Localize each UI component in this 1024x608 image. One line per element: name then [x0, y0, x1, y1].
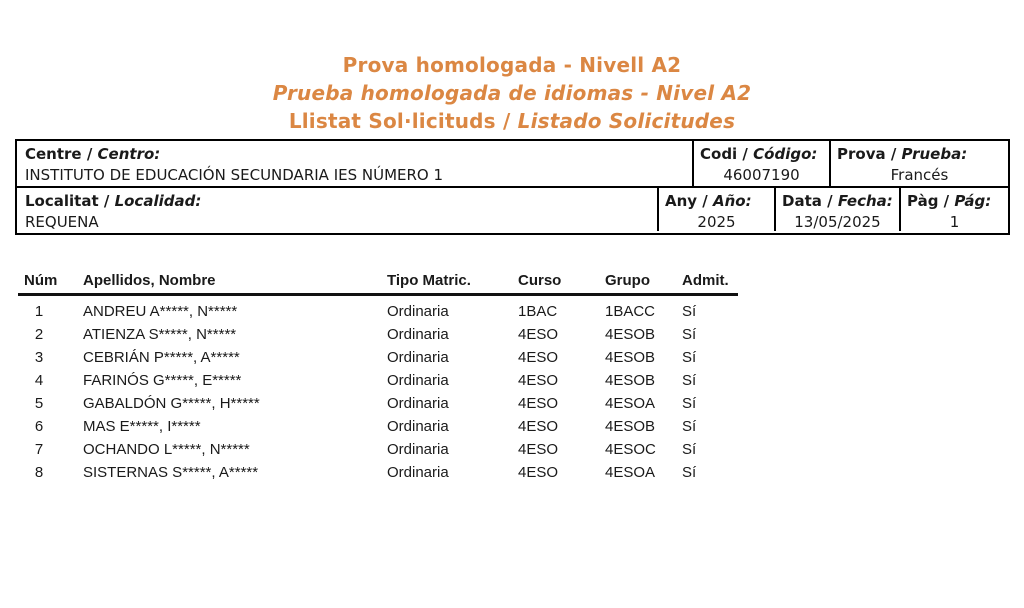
table-body: [18, 300, 738, 484]
data-label: Data / Fecha:: [782, 192, 893, 210]
table-row: [18, 300, 738, 323]
cell-num: 8: [34, 464, 44, 481]
table-row: [18, 346, 738, 369]
centre-cell: [17, 141, 692, 186]
cell-admit: Sí: [682, 418, 697, 435]
table-row: [18, 461, 738, 484]
cell-name: SISTERNAS S*****, A*****: [83, 464, 259, 481]
cell-admit: Sí: [682, 303, 697, 320]
cell-num: 3: [34, 349, 44, 366]
title-separator: /: [495, 109, 518, 133]
cell-grupo: 4ESOB: [605, 349, 656, 366]
cell-num: 2: [34, 326, 44, 343]
cell-curso: 4ESO: [518, 441, 559, 458]
localitat-cell: [17, 188, 657, 231]
table-row: [18, 438, 738, 461]
any-cell: [657, 188, 774, 231]
cell-num: 7: [34, 441, 44, 458]
cell-curso: 1BAC: [518, 303, 558, 320]
title-line-3: [0, 107, 1024, 135]
data-value: 13/05/2025: [794, 213, 881, 231]
title-block: [0, 51, 1024, 135]
table-row: [18, 415, 738, 438]
col-header-admit: Admit.: [682, 272, 729, 289]
cell-admit: Sí: [682, 395, 697, 412]
cell-admit: Sí: [682, 326, 697, 343]
table-row: [18, 392, 738, 415]
title-line-1: Prova homologada - Nivell A2: [342, 53, 682, 77]
cell-grupo: 4ESOB: [605, 372, 656, 389]
table-header-row: [18, 270, 738, 296]
prova-cell: [829, 141, 1008, 186]
cell-name: ATIENZA S*****, N*****: [83, 326, 237, 343]
col-header-name: Apellidos, Nombre: [83, 272, 216, 289]
cell-curso: 4ESO: [518, 326, 559, 343]
info-row-bottom: [17, 186, 1008, 231]
applicants-table: [18, 270, 738, 484]
cell-num: 4: [34, 372, 44, 389]
cell-tipo: Ordinaria: [387, 372, 449, 389]
title-line-3-catalan: Llistat Sol·licituds: [288, 109, 496, 133]
cell-name: CEBRIÁN P*****, A*****: [83, 349, 240, 366]
pag-value: 1: [949, 213, 960, 231]
info-row-top: [17, 141, 1008, 186]
cell-admit: Sí: [682, 349, 697, 366]
col-header-tipo: Tipo Matric.: [387, 272, 471, 289]
cell-name: FARINÓS G*****, E*****: [83, 372, 242, 389]
cell-grupo: 4ESOA: [605, 464, 656, 481]
cell-tipo: Ordinaria: [387, 395, 449, 412]
cell-grupo: 4ESOB: [605, 418, 656, 435]
any-label: Any / Año:: [665, 192, 752, 210]
any-value: 2025: [697, 213, 736, 231]
cell-curso: 4ESO: [518, 464, 559, 481]
prova-value: Francés: [890, 166, 949, 184]
centre-label: Centre / Centro:: [25, 145, 161, 163]
centre-value: INSTITUTO DE EDUCACIÓN SECUNDARIA IES NÚMERO 1: [25, 166, 444, 184]
pag-label: Pàg / Pág:: [907, 192, 992, 210]
cell-grupo: 4ESOB: [605, 326, 656, 343]
cell-admit: Sí: [682, 372, 697, 389]
codi-label: Codi / Código:: [700, 145, 818, 163]
table-row: [18, 323, 738, 346]
cell-name: OCHANDO L*****, N*****: [83, 441, 250, 458]
col-header-grupo: Grupo: [605, 272, 650, 289]
title-line-3-spanish: Listado Solicitudes: [517, 109, 736, 133]
table-row: [18, 369, 738, 392]
data-cell: [774, 188, 899, 231]
title-line-2: Prueba homologada de idiomas - Nivel A2: [272, 81, 752, 105]
cell-name: ANDREU A*****, N*****: [83, 303, 238, 320]
localitat-value: REQUENA: [25, 213, 99, 231]
cell-tipo: Ordinaria: [387, 464, 449, 481]
cell-tipo: Ordinaria: [387, 303, 449, 320]
cell-tipo: Ordinaria: [387, 418, 449, 435]
centre-info-table: [15, 139, 1010, 235]
col-header-curso: Curso: [518, 272, 562, 289]
cell-grupo: 1BACC: [605, 303, 656, 320]
prova-label: Prova / Prueba:: [837, 145, 968, 163]
cell-tipo: Ordinaria: [387, 349, 449, 366]
cell-curso: 4ESO: [518, 349, 559, 366]
cell-grupo: 4ESOA: [605, 395, 656, 412]
cell-curso: 4ESO: [518, 372, 559, 389]
cell-curso: 4ESO: [518, 418, 559, 435]
localitat-label: Localitat / Localidad:: [25, 192, 202, 210]
cell-num: 5: [34, 395, 44, 412]
cell-tipo: Ordinaria: [387, 441, 449, 458]
codi-value: 46007190: [723, 166, 800, 184]
cell-num: 6: [34, 418, 44, 435]
cell-admit: Sí: [682, 464, 697, 481]
cell-grupo: 4ESOC: [605, 441, 656, 458]
cell-admit: Sí: [682, 441, 697, 458]
cell-tipo: Ordinaria: [387, 326, 449, 343]
cell-name: GABALDÓN G*****, H*****: [83, 395, 260, 412]
cell-name: MAS E*****, I*****: [83, 418, 201, 435]
cell-curso: 4ESO: [518, 395, 559, 412]
col-header-num: Núm: [24, 272, 58, 289]
codi-cell: [692, 141, 829, 186]
pag-cell: [899, 188, 1008, 231]
cell-num: 1: [34, 303, 44, 320]
